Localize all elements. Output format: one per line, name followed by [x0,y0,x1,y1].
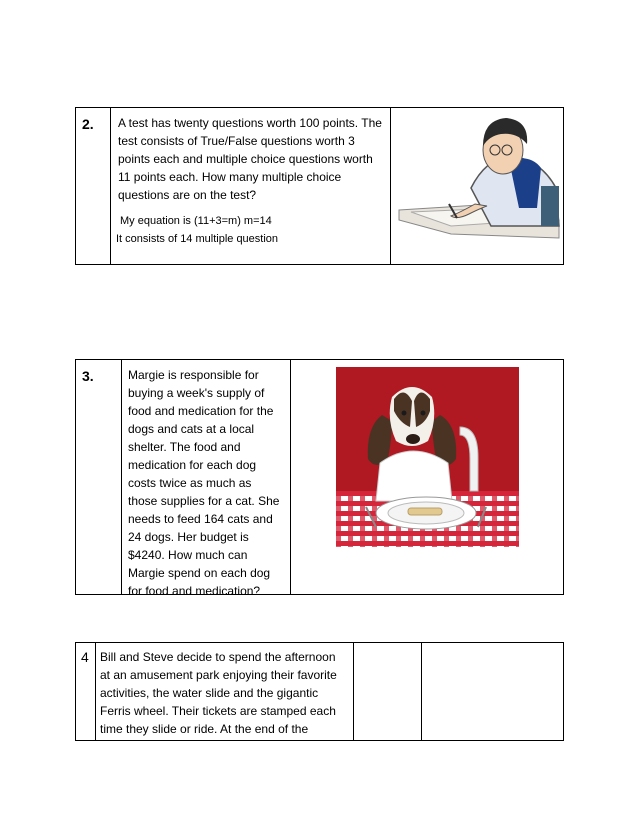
problem-3-text: Margie is responsible for buying a week's supply of food and medication for the dogs and cats at a local shelter. The food and medication for each dog costs twice as much as those supplies for a cat. She needs to feed 164 cats and 24 dogs. Her budget is $4240. How much can Margie spend on each dog for food and medication? [128,368,280,598]
problem-3-number: 3. [82,368,94,384]
problem-2-table [75,107,564,265]
problem-2-answer: It consists of 14 multiple question [116,233,279,245]
problem-4-text: Bill and Steve decide to spend the afternoon at an amusement park enjoying their favorite activities, the water slide and the gigantic Ferris wheel. Their tickets are stamped each time they slide or ride. At the end of the [100,650,337,736]
dog-at-table-photo [336,367,519,547]
problem-2-text: A test has twenty questions worth 100 points. The test consists of True/False questions worth 3 points each and multiple choice questions worth 11 points each. How many multiple choice questions are on the test? [118,116,382,202]
problem-3-table [75,359,564,598]
problem-2-number: 2. [82,116,94,132]
problem-4-table [75,642,564,741]
problem-2-equation: My equation is (11+3=m) m=14 [120,215,272,227]
student-writing-illustration [391,108,564,264]
problem-4-number: 4 [81,649,89,665]
